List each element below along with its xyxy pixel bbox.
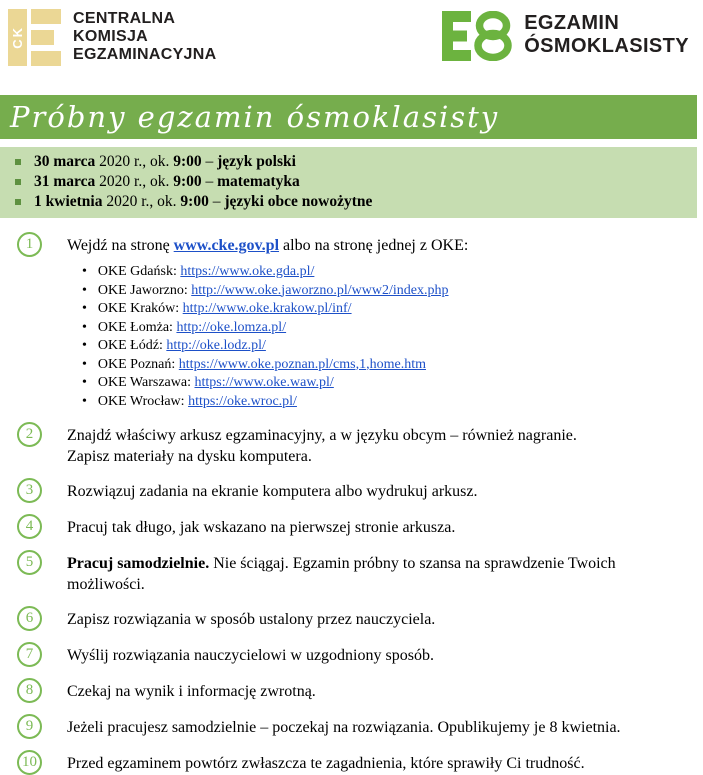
date-suffix: 2020 r., ok. xyxy=(95,153,174,170)
oke-label: OKE Gdańsk: xyxy=(97,264,181,279)
step-item-2 xyxy=(17,425,703,467)
e8-logo-icon xyxy=(442,11,514,61)
cke-logo-e-top xyxy=(31,9,61,24)
cke-logo-bar xyxy=(8,9,27,66)
oke-list-item xyxy=(82,393,468,412)
step-number-badge: 4 xyxy=(17,514,42,539)
step-text-bold-lead: Pracuj samodzielnie. xyxy=(67,555,210,572)
step-text: Wyślij rozwiązania nauczycielowi w uzgodniony sposób. xyxy=(67,647,434,664)
e8-title-line: EGZAMIN xyxy=(524,12,620,34)
cke-org-name xyxy=(73,10,216,64)
oke-list xyxy=(82,263,468,411)
step-item-9 xyxy=(17,717,703,739)
step-number-badge: 5 xyxy=(17,550,42,575)
cke-logo-e-mid xyxy=(31,30,54,45)
oke-label: OKE Wrocław: xyxy=(97,393,189,409)
step-number-badge: 3 xyxy=(17,478,42,503)
step-item-10 xyxy=(17,753,703,775)
schedule-item xyxy=(10,152,687,172)
oke-list-item xyxy=(82,282,468,301)
square-bullet-icon xyxy=(15,199,21,205)
cke-logo-icon xyxy=(8,9,61,66)
bullet-icon: • xyxy=(82,282,87,298)
step-text: Rozwiązuj zadania na ekranie komputera albo wydrukuj arkusz. xyxy=(67,483,478,500)
page-title: Próbny egzamin ósmoklasisty xyxy=(10,100,500,134)
step-text-segment: Wejdź na stronę xyxy=(67,237,174,254)
oke-url-link[interactable]: http://oke.lomza.pl/ xyxy=(176,319,287,335)
step-text-segment: Nie ściągaj. Egzamin próbny to szansa na sprawdzenie Twoich możliwości. xyxy=(67,555,616,593)
e8-title xyxy=(524,12,689,58)
step-text xyxy=(67,425,577,467)
oke-label: OKE Warszawa: xyxy=(97,375,195,390)
oke-label: OKE Łódź: xyxy=(97,338,167,353)
dash: – xyxy=(201,173,218,190)
dash: – xyxy=(201,153,218,170)
exam-time: 9:00 xyxy=(180,193,209,210)
exam-date: 31 marca xyxy=(34,173,96,190)
step-number-badge: 9 xyxy=(17,714,42,739)
exam-schedule-box xyxy=(0,147,697,218)
bullet-icon: • xyxy=(82,264,87,279)
oke-list-item xyxy=(82,263,468,282)
step-text: Jeżeli pracujesz samodzielnie – poczekaj na rozwiązania. Opublikujemy je 8 kwietnia. xyxy=(67,719,621,736)
bullet-icon: • xyxy=(82,301,87,316)
step-text xyxy=(67,235,468,256)
step-text: Przed egzaminem powtórz zwłaszcza te zagadnienia, które sprawiły Ci trudność. xyxy=(67,755,585,772)
step-number-badge: 6 xyxy=(17,606,42,631)
step-item-5 xyxy=(17,553,703,595)
oke-url-link[interactable]: https://www.oke.poznan.pl/cms,1,home.htm xyxy=(178,356,426,372)
step-item-8 xyxy=(17,681,703,703)
step-number-badge: 2 xyxy=(17,422,42,447)
step-item-6 xyxy=(17,609,703,631)
step-text: Pracuj tak długo, jak wskazano na pierwszej stronie arkusza. xyxy=(67,519,456,536)
e8-title-line: ÓSMOKLASISTY xyxy=(524,35,689,57)
cke-org-name-line: KOMISJA xyxy=(73,28,148,45)
cke-gov-link[interactable]: www.cke.gov.pl xyxy=(173,237,280,254)
square-bullet-icon xyxy=(15,179,21,185)
step-text: Czekaj na wynik i informację zwrotną. xyxy=(67,683,316,700)
oke-url-link[interactable]: https://www.oke.gda.pl/ xyxy=(180,264,315,279)
exam-time: 9:00 xyxy=(173,153,202,170)
bullet-icon: • xyxy=(82,338,87,353)
step-text-segment: albo na stronę jednej z OKE: xyxy=(279,237,469,254)
step-number-badge: 1 xyxy=(17,232,42,257)
cke-logo-e-bottom xyxy=(31,51,61,66)
cke-logo-text: CK xyxy=(10,26,25,49)
e8-brand xyxy=(442,9,689,61)
title-banner xyxy=(0,95,697,139)
schedule-item xyxy=(10,192,687,212)
exam-date: 1 kwietnia xyxy=(34,193,103,210)
oke-list-item xyxy=(82,374,468,393)
oke-label: OKE Poznań: xyxy=(97,356,179,372)
header xyxy=(0,0,703,66)
schedule-item xyxy=(10,172,687,192)
oke-label: OKE Jaworzno: xyxy=(97,282,192,298)
exam-time: 9:00 xyxy=(173,173,202,190)
step-item-3 xyxy=(17,481,703,503)
exam-subject: matematyka xyxy=(217,173,300,190)
bullet-icon: • xyxy=(82,356,87,372)
step-text: Zapisz rozwiązania w sposób ustalony przez nauczyciela. xyxy=(67,611,436,628)
oke-list-item xyxy=(82,300,468,319)
date-suffix: 2020 r., ok. xyxy=(95,173,174,190)
step-number-badge: 8 xyxy=(17,678,42,703)
oke-url-link[interactable]: http://oke.lodz.pl/ xyxy=(166,338,266,353)
bullet-icon: • xyxy=(82,375,87,390)
bullet-icon: • xyxy=(82,319,87,335)
oke-url-link[interactable]: https://oke.wroc.pl/ xyxy=(188,393,297,409)
exam-subject: języki obce nowożytne xyxy=(224,193,373,210)
square-bullet-icon xyxy=(15,159,21,165)
step-text-line: Zapisz materiały na dysku komputera. xyxy=(67,448,312,465)
step-item-1 xyxy=(17,235,703,411)
step-text-line: Znajdź właściwy arkusz egzaminacyjny, a w języku obcym – również nagranie. xyxy=(67,427,577,444)
oke-url-link[interactable]: http://www.oke.jaworzno.pl/www2/index.php xyxy=(191,282,449,298)
oke-url-link[interactable]: https://www.oke.waw.pl/ xyxy=(194,375,334,390)
step-text xyxy=(67,553,692,595)
oke-list-item xyxy=(82,356,468,375)
exam-subject: język polski xyxy=(217,153,296,170)
instruction-steps xyxy=(0,235,703,775)
oke-label: OKE Kraków: xyxy=(97,301,183,316)
bullet-icon: • xyxy=(82,393,87,409)
dash: – xyxy=(208,193,225,210)
date-suffix: 2020 r., ok. xyxy=(102,193,181,210)
oke-list-item xyxy=(82,337,468,356)
step-item-4 xyxy=(17,517,703,539)
cke-brand xyxy=(8,9,216,66)
step-number-badge: 7 xyxy=(17,642,42,667)
cke-org-name-line: CENTRALNA xyxy=(73,10,176,27)
oke-label: OKE Łomża: xyxy=(97,319,177,335)
step-number-badge: 10 xyxy=(17,750,42,775)
cke-org-name-line: EGZAMINACYJNA xyxy=(73,46,217,63)
oke-url-link[interactable]: http://www.oke.krakow.pl/inf/ xyxy=(182,301,352,316)
exam-date: 30 marca xyxy=(34,153,96,170)
oke-list-item xyxy=(82,319,468,338)
step-item-7 xyxy=(17,645,703,667)
